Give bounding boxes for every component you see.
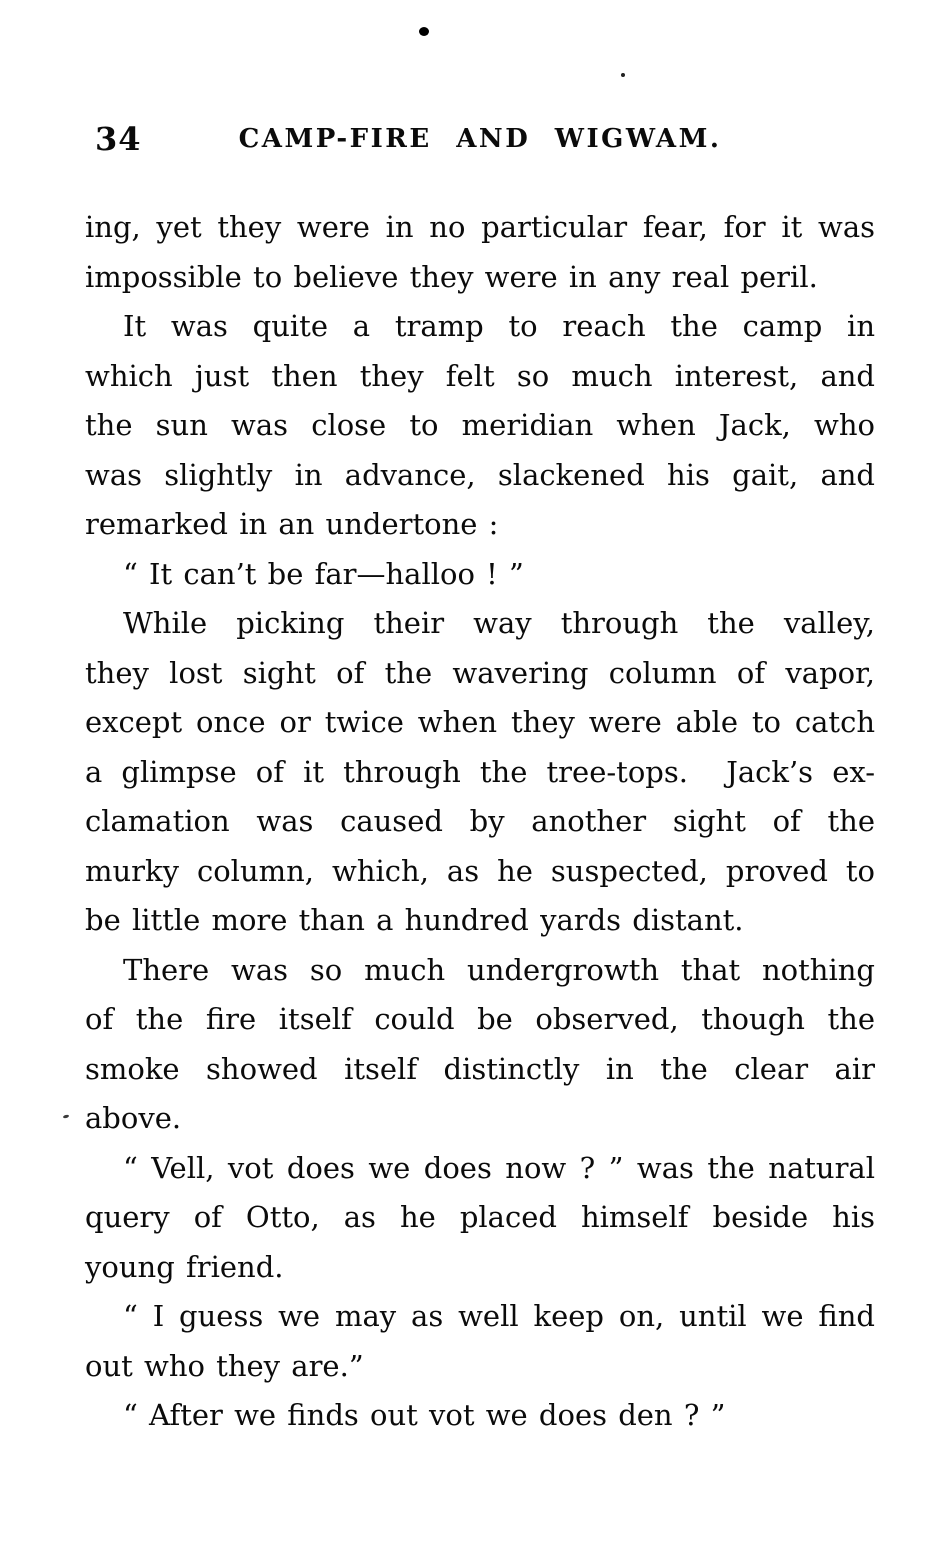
text-line: above. (85, 1101, 182, 1135)
text-line: clamation was caused by another sight of the (85, 804, 875, 838)
text-line: There was so much undergrowth that nothing (123, 952, 875, 987)
text-line: smoke showed itself distinctly in the clear air (85, 1051, 875, 1086)
text-line: which just then they felt so much interest, and (85, 358, 875, 393)
ink-speck (621, 73, 625, 77)
text-line: a glimpse of it through the tree-tops. Jack’s ex- (85, 754, 875, 789)
text-line: It was quite a tramp to reach the camp in (123, 309, 875, 343)
text-line: except once or twice when they were able to catch (85, 705, 875, 739)
text-line: impossible to believe they were in any real peril. (85, 259, 818, 294)
text-line: murky column, which, as he suspected, proved to (85, 853, 875, 888)
text-line: out who they are.” (85, 1348, 364, 1383)
text-line: they lost sight of the wavering column of vapor, (85, 655, 875, 690)
text-line: “ After we finds out vot we does den ? ” (123, 1398, 726, 1432)
text-line: was slightly in advance, slackened his gait, and (85, 457, 875, 492)
ink-speck (63, 1114, 70, 1118)
page-text (85, 203, 875, 1441)
text-line: of the fire itself could be observed, though the (85, 1002, 875, 1036)
ink-speck (419, 27, 429, 36)
text-line: “ Vell, vot does we does now ? ” was the natural (123, 1150, 875, 1185)
running-title: CAMP-FIRE AND WIGWAM. (238, 124, 722, 154)
text-line: remarked in an undertone : (85, 507, 499, 541)
page-number: 34 (95, 120, 142, 158)
text-line: the sun was close to meridian when Jack, who (85, 408, 875, 442)
text-line: young friend. (85, 1249, 284, 1284)
text-line: “ I guess we may as well keep on, until we find (123, 1299, 875, 1333)
text-line: ing, yet they were in no particular fear, for it was (85, 210, 875, 244)
text-line: “ It can’t be far—halloo ! ” (123, 556, 524, 591)
text-line: While picking their way through the valley, (123, 606, 875, 640)
text-line: be little more than a hundred yards distant. (85, 903, 744, 937)
page-header (85, 118, 875, 160)
text-line: query of Otto, as he placed himself beside his (85, 1200, 875, 1234)
